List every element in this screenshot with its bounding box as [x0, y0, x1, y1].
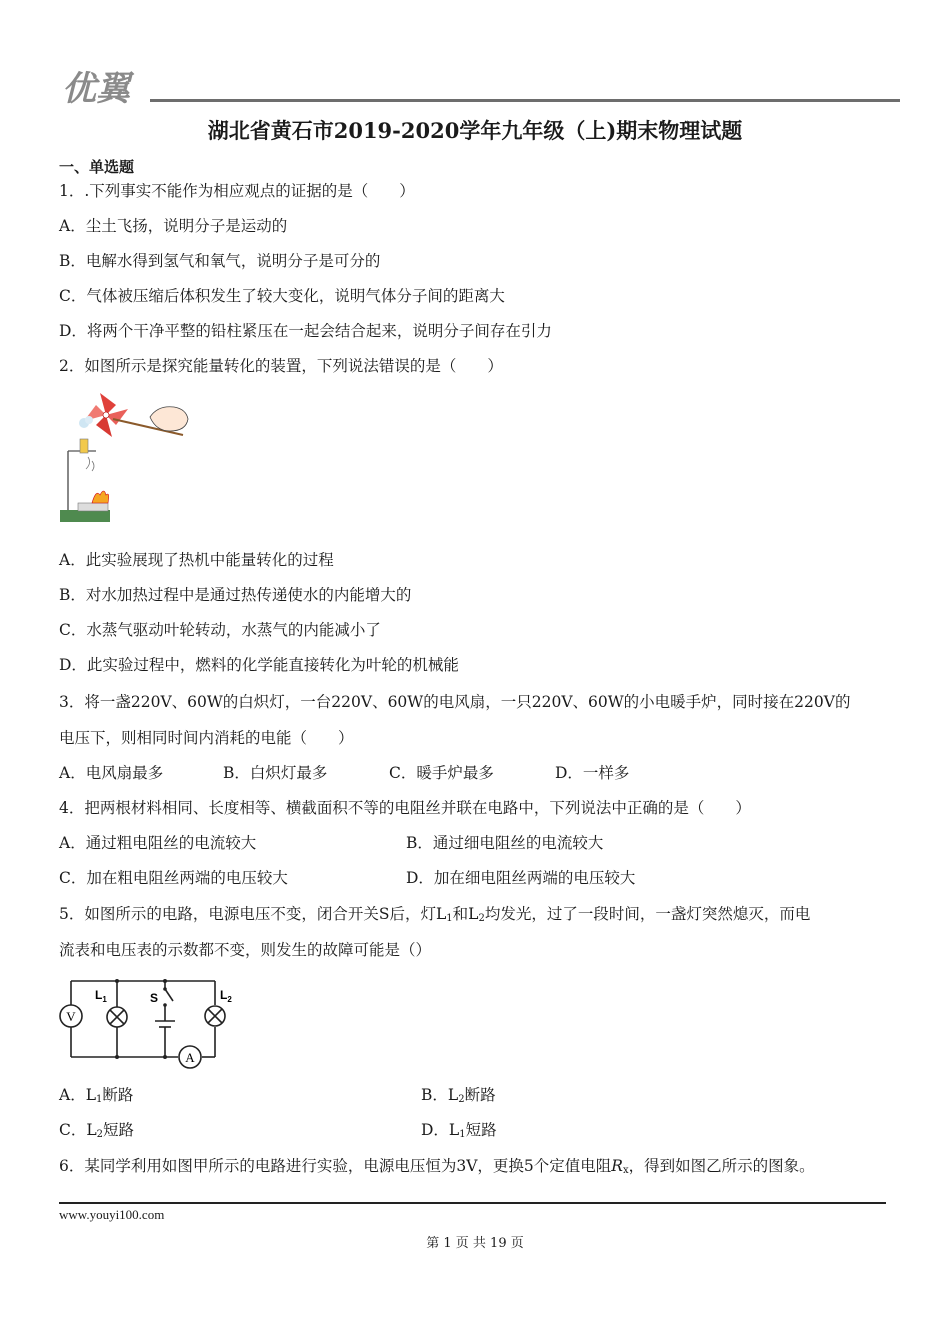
q1-option-d: D．将两个干净平整的铅柱紧压在一起会结合起来，说明分子间存在引力 — [59, 322, 552, 340]
q1-stem: 1．.下列事实不能作为相应观点的证据的是（ ） — [59, 182, 415, 200]
q5-option-b: B．$L_2$断路 — [421, 1086, 496, 1105]
q3-stem-line1: 3．将一盏220V、60W的白炽灯，一台220V、60W的电风扇，一只220V、60W的小电暖手炉，同时接在220V的 — [59, 693, 851, 711]
q1-option-a: A．尘土飞扬，说明分子是运动的 — [59, 217, 288, 235]
q3-option-b: B．白炽灯最多 — [223, 764, 328, 782]
lamp-l1-label: $L_1$ — [95, 988, 107, 1004]
q5-option-d: D．$L_1$短路 — [421, 1121, 497, 1140]
q6-stem: 6．某同学利用如图甲所示的电路进行实验，电源电压恒为3V，更换5个定值电阻$R_x$，得到如图乙所示的图象。 — [59, 1157, 815, 1176]
q1-option-b: B．电解水得到氢气和氧气，说明分子是可分的 — [59, 252, 381, 270]
lamp-l2-label: $L_2$ — [220, 988, 232, 1004]
q3-option-d: D．一样多 — [555, 764, 630, 782]
q3-stem-line2: 电压下，则相同时间内消耗的电能（ ） — [59, 729, 354, 747]
ammeter-label: A — [185, 1050, 195, 1065]
page-number: 第 1 页 共 19 页 — [426, 1236, 524, 1251]
page-title: 湖北省黄石市2019-2020学年九年级（上)期末物理试题 — [207, 118, 743, 143]
q5-stem-line2: 流表和电压表的示数都不变，则发生的故障可能是（） — [59, 941, 432, 959]
q4-option-d: D．加在细电阻丝两端的电压较大 — [406, 869, 636, 887]
footer-url: www.youyi100.com — [59, 1207, 165, 1222]
q2-option-c: C．水蒸气驱动叶轮转动，水蒸气的内能减小了 — [59, 621, 381, 639]
pinwheel-apparatus-figure — [58, 393, 198, 528]
switch-label: S — [150, 991, 159, 1005]
q3-option-a: A．电风扇最多 — [59, 764, 164, 782]
q4-option-a: A．通过粗电阻丝的电流较大 — [59, 834, 257, 852]
section-label: 一、单选题 — [59, 158, 135, 176]
svg-text:优翼: 优翼 — [62, 69, 130, 106]
q5-circuit-diagram — [55, 975, 245, 1075]
q5-option-a: A．$L_1$断路 — [59, 1086, 134, 1105]
q2-option-b: B．对水加热过程中是通过热传递使水的内能增大的 — [59, 586, 412, 604]
q3-option-c: C．暖手炉最多 — [389, 764, 494, 782]
q2-option-d: D．此实验过程中，燃料的化学能直接转化为叶轮的机械能 — [59, 656, 459, 674]
q5-stem-line1: 5．如图所示的电路，电源电压不变，闭合开关S后，灯$L_1$和$L_2$均发光，过了一段时间，一盏灯突然熄灭，而电 — [59, 905, 811, 924]
footer-rule — [59, 1202, 886, 1204]
q2-option-a: A．此实验展现了热机中能量转化的过程 — [59, 551, 334, 569]
q4-option-c: C．加在粗电阻丝两端的电压较大 — [59, 869, 288, 887]
voltmeter-label: V — [66, 1009, 76, 1024]
q1-option-c: C．气体被压缩后体积发生了较大变化，说明气体分子间的距离大 — [59, 287, 505, 305]
q4-option-b: B．通过细电阻丝的电流较大 — [406, 834, 604, 852]
q2-stem: 2．如图所示是探究能量转化的装置，下列说法错误的是（ ） — [59, 357, 503, 375]
q4-stem: 4．把两根材料相同、长度相等、横截面积不等的电阻丝并联在电路中，下列说法中正确的是（ ） — [59, 799, 751, 817]
q5-option-c: C．$L_2$短路 — [59, 1121, 135, 1140]
header-rule — [150, 99, 900, 102]
